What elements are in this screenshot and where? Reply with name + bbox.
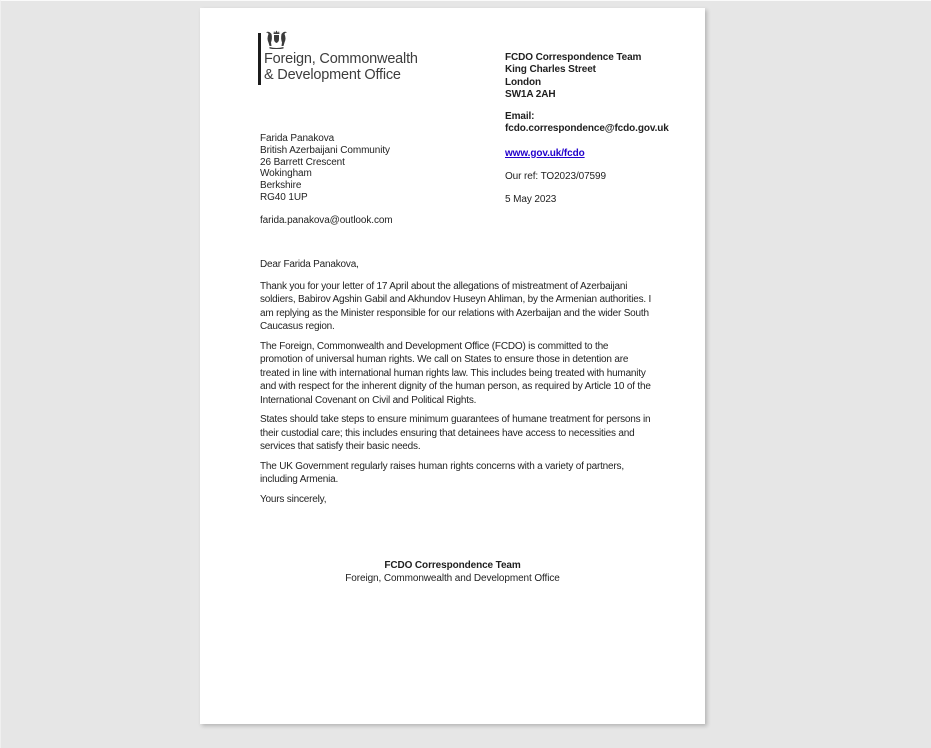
reference-number: Our ref: TO2023/07599 [505,171,606,183]
sender-address [505,52,690,101]
body-paragraph: Thank you for your letter of 17 April about the allegations of mistreatment of Azerbaijani soldiers, Babirov Agshin Gabil and Akhundov Huseyn Ahliman, by the Armenian authorities. I am replying as the Minister responsible for our relations with Azerbaijan and the wider South Caucasus region. [260,280,652,332]
sender-email-label: Email: [505,111,535,123]
sender-email-address: fcdo.correspondence@fcdo.gov.uk [505,123,669,135]
body-paragraph: The UK Government regularly raises human rights concerns with a variety of partners, including Armenia. [260,460,624,485]
sender-block [505,52,690,207]
org-name-line2: & Development Office [264,66,401,83]
recipient-address-line: RG40 1UP [260,191,308,203]
sender-email [505,111,690,136]
signature-organisation: Foreign, Commonwealth and Development Office [345,573,560,584]
letter-page [200,8,705,724]
sender-address-line: King Charles Street [505,64,596,76]
salutation: Dear Farida Panakova, [260,259,359,270]
recipient-address-line: Farida Panakova [260,133,335,144]
recipient-email: farida.panakova@outlook.com [260,214,393,226]
closing: Yours sincerely, [260,493,327,505]
recipient-address-line: Wokingham [260,168,312,180]
fcdo-website-link[interactable]: www.gov.uk/fcdo [505,147,585,159]
recipient-address-line: Berkshire [260,180,302,192]
sender-address-line: London [505,76,542,88]
sender-address-line: FCDO Correspondence Team [505,52,642,63]
signature-block [200,559,705,585]
body-paragraph: States should take steps to ensure minimum guarantees of humane treatment for persons in their custodial care; this includes ensuring that detainees have access to necessities and services that satisfy their basic needs. [260,414,651,452]
signature-name: FCDO Correspondence Team [384,560,521,571]
recipient-address-line: British Azerbaijani Community [260,144,390,156]
recipient-address-line: 26 Barrett Crescent [260,156,345,168]
letter-date: 5 May 2023 [505,194,557,206]
org-name-line1: Foreign, Commonwealth [264,51,418,67]
body-paragraph: The Foreign, Commonwealth and Development Office (FCDO) is committed to the promotion of universal human rights. We call on States to ensure those in detention are treated in line with international human rights law. This includes being treated with humanity and with respect for the inherent dignity of the human person, as required by Article 10 of the International Covenant on Civil and Political Rights. [260,340,651,406]
logo-vertical-bar [258,33,261,85]
royal-crest-icon [264,29,289,49]
org-name [264,52,418,83]
sender-address-line: SW1A 2AH [505,88,556,100]
recipient-block [260,133,393,227]
letter-body [260,258,652,506]
